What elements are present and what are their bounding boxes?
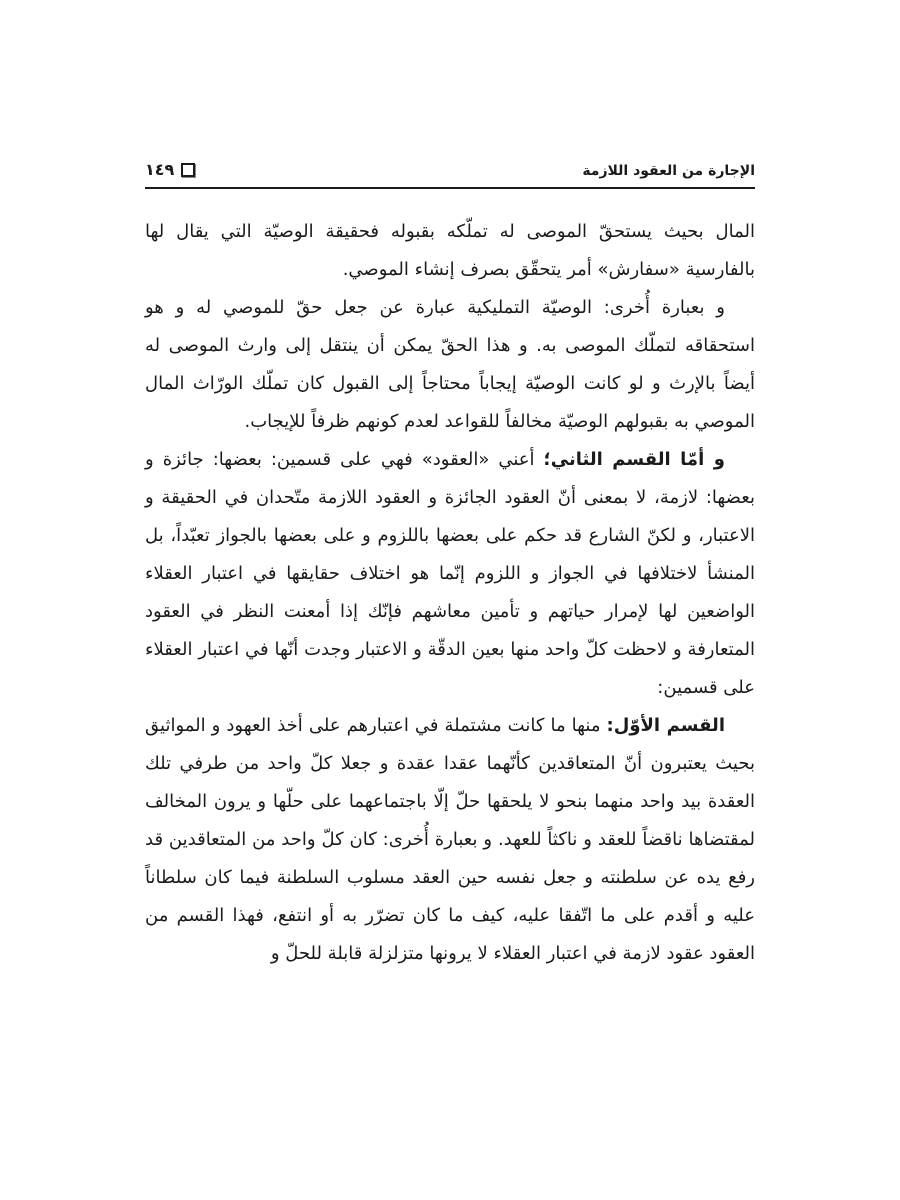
- paragraph-4-lead: القسم الأوّل:: [606, 715, 725, 736]
- paragraph-1: [145, 213, 755, 289]
- paragraph-3: [145, 441, 755, 707]
- square-bullet-icon: [181, 163, 195, 177]
- page-body: [145, 213, 755, 973]
- paragraph-2: [145, 289, 755, 441]
- page-header: [145, 160, 755, 189]
- paragraph-3-lead: و أمّا القسم الثاني؛: [543, 449, 725, 470]
- paragraph-4: [145, 707, 755, 973]
- paragraph-2-text: و بعبارة أُخرى: الوصيّة التمليكية عبارة عن جعل حقّ للموصي له و هو استحقاقه لتملّك الموصى به. و هذا الحقّ يمكن أن ينتقل إلى وارث الموصى له أيضاً بالإرث و لو كانت الوصيّة إيجاباً محتاجاً إلى القبول كان تملّك الورّاث المال الموصي به بقبولهم الوصيّة مخالفاً للقواعد لعدم كونهم ظرفاً للإيجاب.: [145, 297, 755, 432]
- paragraph-4-text: منها ما كانت مشتملة في اعتبارهم على أخذ العهود و المواثيق بحيث يعتبرون أنّ المتعاقدين كأنّهما عقدا عقدة و جعلا كلّ واحد من طرفي تلك العقدة بيد واحد منهما بنحو لا يلحقها حلّ إلّا باجتماعهما على حلّها و يرون المخالف لمقتضاها ناقضاً للعقد و ناكثاً للعهد. و بعبارة أُخرى: كان كلّ واحد من المتعاقدين قد رفع يده عن سلطنته و جعل نفسه حين العقد مسلوب السلطنة فيما كان سلطاناً عليه و أقدم على ما اتّفقا عليه، كيف ما كان تضرّر به أو انتفع، فهذا القسم من العقود عقود لازمة في اعتبار العقلاء لا يرونها متزلزلة قابلة للحلّ و: [145, 715, 755, 964]
- page-number: ١٤٩: [145, 160, 175, 179]
- paragraph-1-text: المال بحيث يستحقّ الموصى له تملّكه بقبوله فحقيقة الوصيّة التي يقال لها بالفارسية «سفارش» أمر يتحقّق بصرف إنشاء الموصي.: [145, 221, 755, 280]
- page-number-group: [145, 160, 195, 179]
- paragraph-3-text: أعني «العقود» فهي على قسمين: بعضها: جائزة و بعضها: لازمة، لا بمعنى أنّ العقود الجائزة و العقود اللازمة متّحدان في الحقيقة و الاعتبار، و لكنّ الشارع قد حكم على بعضها باللزوم و على بعضها بالجواز تعبّداً، بل المنشأ لاختلافها في الجواز و اللزوم إنّما هو اختلاف حقايقها في اعتبار العقلاء الواضعين لها لإمرار حياتهم و تأمين معاشهم فإنّك إذا أمعنت النظر في العقود المتعارفة و لاحظت كلّ واحد منها بعين الدقّة و الاعتبار وجدت أنّها في اعتبار العقلاء على قسمين:: [145, 449, 755, 698]
- running-title: الإجارة من العقود اللازمة: [582, 163, 755, 179]
